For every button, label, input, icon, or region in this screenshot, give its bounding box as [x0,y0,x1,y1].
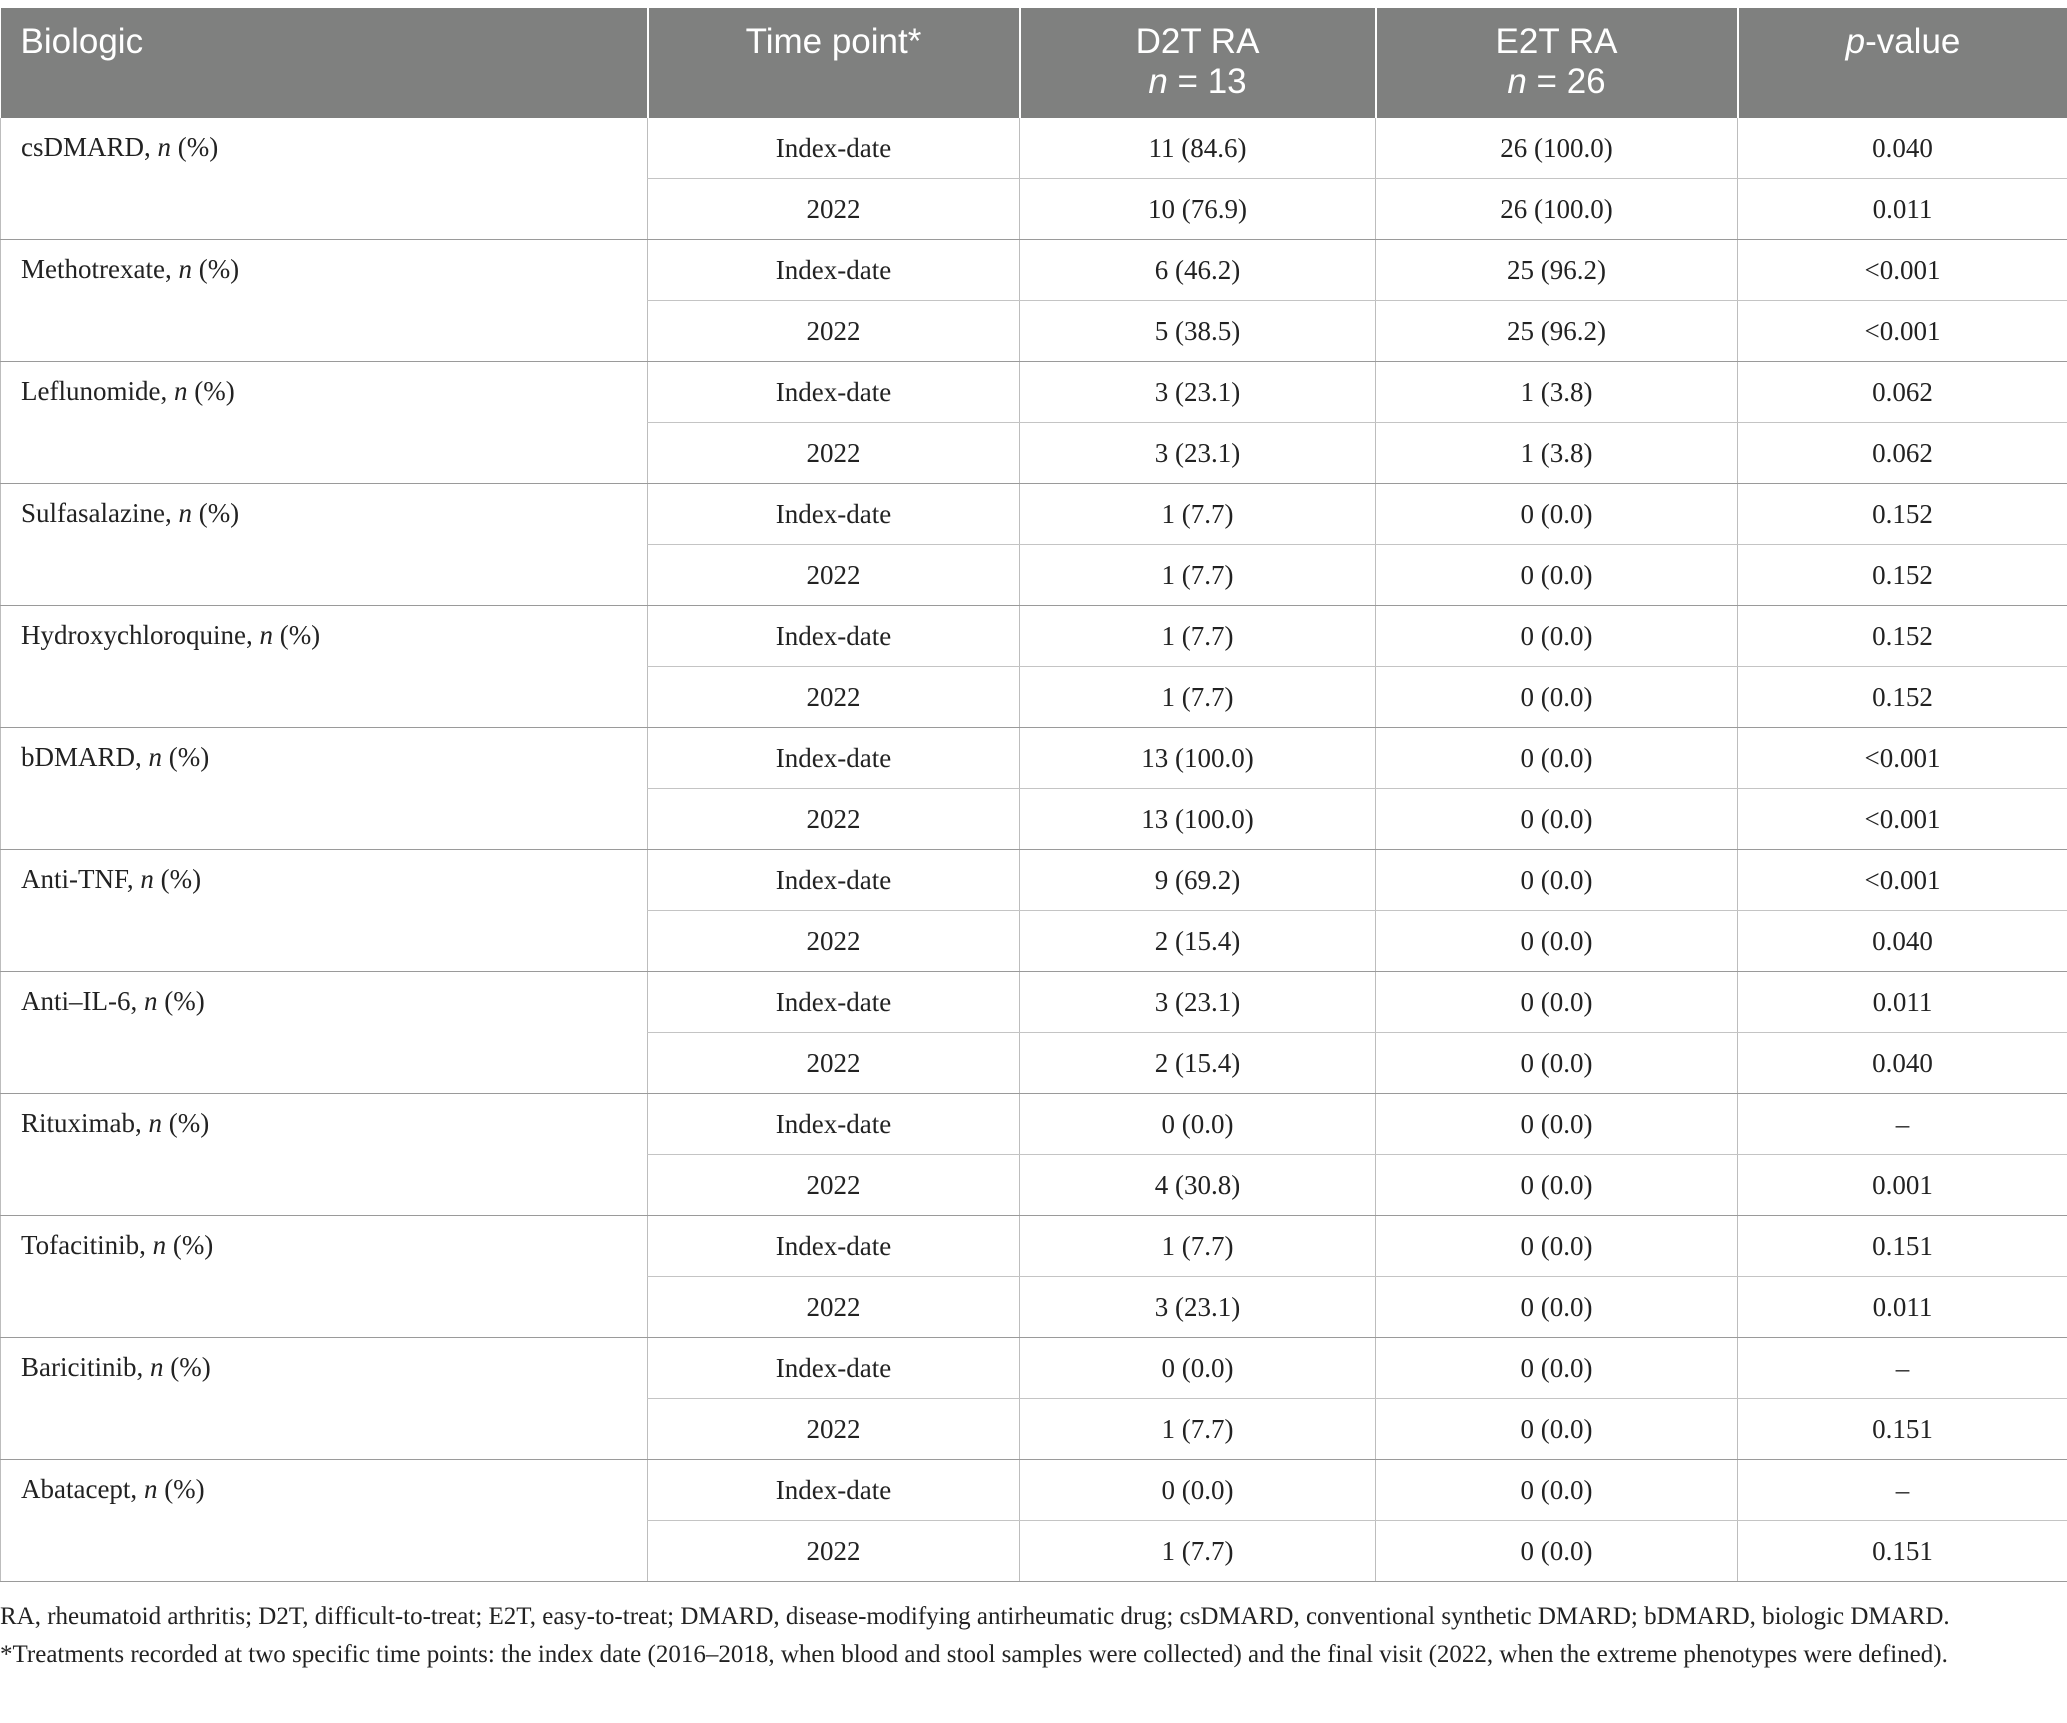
n-label: n [157,132,172,162]
drug-name: Anti-TNF, [21,864,141,894]
d2t-value-cell: 4 (30.8) [1020,1155,1376,1216]
drug-name-cell [1,1216,648,1338]
time-point-cell: 2022 [648,423,1020,484]
table-row [1,362,2067,423]
p-value-cell: 0.001 [1738,1155,2067,1216]
e2t-value-cell: 0 (0.0) [1376,728,1738,789]
e2t-value-cell: 0 (0.0) [1376,1399,1738,1460]
e2t-value-cell: 0 (0.0) [1376,1338,1738,1399]
n-label: n [149,1352,164,1382]
table-footnote: RA, rheumatoid arthritis; D2T, difficult-to-treat; E2T, easy-to-treat; DMARD, disease-modifying antirheumatic drug; csDMARD, conventional synthetic DMARD; bDMARD, biologic DMARD. *Treatments recorded at two specific time points: the index date (2016–2018, when blood and stool samples were collected) and the final visit (2022, when the extreme phenotypes were defined). [0,1603,1950,1668]
d2t-value-cell: 3 (23.1) [1020,362,1376,423]
time-point-cell: Index-date [648,606,1020,667]
p-value-cell: – [1738,1094,2067,1155]
drug-name-cell [1,850,648,972]
time-point-cell: Index-date [648,1338,1020,1399]
drug-name-cell [1,972,648,1094]
d2t-value-cell: 1 (7.7) [1020,667,1376,728]
e2t-value-cell: 0 (0.0) [1376,1094,1738,1155]
p-value-cell: <0.001 [1738,301,2067,362]
d2t-value-cell: 1 (7.7) [1020,545,1376,606]
d2t-value-cell: 1 (7.7) [1020,1216,1376,1277]
percent-suffix: (%) [153,864,202,894]
header-biologic: Biologic [1,8,648,118]
percent-suffix: (%) [191,498,240,528]
n-label: n [148,742,163,772]
d2t-value-cell: 3 (23.1) [1020,423,1376,484]
e2t-value-cell: 0 (0.0) [1376,911,1738,972]
table-row [1,118,2067,179]
p-value-cell: <0.001 [1738,240,2067,301]
drug-name: Anti–IL-6, [21,986,144,1016]
e2t-value-cell: 25 (96.2) [1376,240,1738,301]
drug-name-cell [1,1460,648,1582]
drug-name: bDMARD, [21,742,149,772]
e2t-value-cell: 0 (0.0) [1376,972,1738,1033]
header-time-point: Time point* [648,8,1020,118]
p-value-cell: <0.001 [1738,789,2067,850]
e2t-value-cell: 26 (100.0) [1376,179,1738,240]
drug-name: csDMARD, [21,132,158,162]
treatment-table [0,8,2067,1582]
table-row [1,972,2067,1033]
percent-suffix: (%) [163,1352,211,1382]
p-value-cell: 0.062 [1738,362,2067,423]
table-row [1,1094,2067,1155]
time-point-cell: 2022 [648,667,1020,728]
e2t-value-cell: 0 (0.0) [1376,1460,1738,1521]
d2t-value-cell: 2 (15.4) [1020,1033,1376,1094]
percent-suffix: (%) [157,986,205,1016]
drug-name-cell [1,1094,648,1216]
n-label: n [140,864,154,894]
p-value-cell: 0.040 [1738,118,2067,179]
table-row [1,1216,2067,1277]
n-label: n [178,498,192,528]
table-row [1,1460,2067,1521]
header-e2t-n-label: n [1507,62,1527,101]
percent-suffix: (%) [191,254,240,284]
percent-suffix: (%) [272,620,321,650]
p-value-cell: – [1738,1338,2067,1399]
header-p-rest: -value [1865,22,1961,61]
table-body [1,118,2067,1582]
time-point-cell: 2022 [648,1399,1020,1460]
header-d2t-name: D2T RA [1135,22,1260,61]
p-value-cell: 0.152 [1738,545,2067,606]
p-value-cell: 0.152 [1738,484,2067,545]
p-value-cell: 0.040 [1738,1033,2067,1094]
d2t-value-cell: 11 (84.6) [1020,118,1376,179]
percent-suffix: (%) [171,132,219,162]
d2t-value-cell: 13 (100.0) [1020,789,1376,850]
time-point-cell: Index-date [648,240,1020,301]
d2t-value-cell: 0 (0.0) [1020,1460,1376,1521]
drug-name: Baricitinib, [21,1352,150,1382]
p-value-cell: 0.151 [1738,1399,2067,1460]
p-value-cell: <0.001 [1738,850,2067,911]
time-point-cell: Index-date [648,728,1020,789]
p-value-cell: 0.011 [1738,1277,2067,1338]
table-row [1,850,2067,911]
table-row [1,728,2067,789]
percent-suffix: (%) [162,1108,210,1138]
drug-name-cell [1,606,648,728]
time-point-cell: 2022 [648,545,1020,606]
table-row [1,240,2067,301]
d2t-value-cell: 3 (23.1) [1020,1277,1376,1338]
time-point-cell: 2022 [648,1155,1020,1216]
header-e2t-n-value: = 26 [1526,62,1606,101]
d2t-value-cell: 0 (0.0) [1020,1338,1376,1399]
header-d2t [1020,8,1376,118]
d2t-value-cell: 6 (46.2) [1020,240,1376,301]
n-label: n [178,254,192,284]
e2t-value-cell: 0 (0.0) [1376,1155,1738,1216]
time-point-cell: 2022 [648,179,1020,240]
drug-name-cell [1,118,648,240]
e2t-value-cell: 25 (96.2) [1376,301,1738,362]
n-label: n [173,376,188,406]
time-point-cell: 2022 [648,911,1020,972]
e2t-value-cell: 0 (0.0) [1376,1033,1738,1094]
time-point-cell: Index-date [648,484,1020,545]
time-point-cell: Index-date [648,850,1020,911]
time-point-cell: Index-date [648,118,1020,179]
drug-name: Methotrexate, [21,254,179,284]
p-value-cell: 0.011 [1738,179,2067,240]
drug-name-cell [1,484,648,606]
drug-name-cell [1,240,648,362]
time-point-cell: 2022 [648,1033,1020,1094]
time-point-cell: Index-date [648,1216,1020,1277]
p-value-cell: 0.040 [1738,911,2067,972]
drug-name-cell [1,1338,648,1460]
p-value-cell: <0.001 [1738,728,2067,789]
table-row [1,606,2067,667]
d2t-value-cell: 1 (7.7) [1020,484,1376,545]
time-point-cell: 2022 [648,1521,1020,1582]
drug-name: Hydroxychloroquine, [21,620,260,650]
p-value-cell: 0.152 [1738,606,2067,667]
time-point-cell: 2022 [648,789,1020,850]
d2t-value-cell: 10 (76.9) [1020,179,1376,240]
p-value-cell: – [1738,1460,2067,1521]
e2t-value-cell: 0 (0.0) [1376,484,1738,545]
d2t-value-cell: 0 (0.0) [1020,1094,1376,1155]
header-e2t [1376,8,1738,118]
e2t-value-cell: 26 (100.0) [1376,118,1738,179]
n-label: n [152,1230,167,1260]
e2t-value-cell: 1 (3.8) [1376,362,1738,423]
header-d2t-n-value: = 13 [1167,62,1247,101]
e2t-value-cell: 0 (0.0) [1376,1521,1738,1582]
d2t-value-cell: 13 (100.0) [1020,728,1376,789]
e2t-value-cell: 0 (0.0) [1376,789,1738,850]
n-label: n [143,986,158,1016]
d2t-value-cell: 2 (15.4) [1020,911,1376,972]
p-value-cell: 0.151 [1738,1216,2067,1277]
p-value-cell: 0.151 [1738,1521,2067,1582]
d2t-value-cell: 3 (23.1) [1020,972,1376,1033]
drug-name: Abatacept, [21,1474,144,1504]
n-label: n [148,1108,162,1138]
time-point-cell: 2022 [648,301,1020,362]
percent-suffix: (%) [166,1230,214,1260]
d2t-value-cell: 9 (69.2) [1020,850,1376,911]
time-point-cell: Index-date [648,362,1020,423]
p-value-cell: 0.011 [1738,972,2067,1033]
table-header [1,8,2067,118]
header-p-italic: p [1845,22,1866,61]
header-e2t-name: E2T RA [1495,22,1618,61]
d2t-value-cell: 1 (7.7) [1020,606,1376,667]
d2t-value-cell: 1 (7.7) [1020,1399,1376,1460]
time-point-cell: Index-date [648,1460,1020,1521]
e2t-value-cell: 0 (0.0) [1376,1216,1738,1277]
e2t-value-cell: 0 (0.0) [1376,850,1738,911]
n-label: n [259,620,273,650]
e2t-value-cell: 0 (0.0) [1376,667,1738,728]
drug-name: Sulfasalazine, [21,498,179,528]
percent-suffix: (%) [157,1474,205,1504]
d2t-value-cell: 5 (38.5) [1020,301,1376,362]
time-point-cell: Index-date [648,1094,1020,1155]
e2t-value-cell: 0 (0.0) [1376,606,1738,667]
drug-name-cell [1,728,648,850]
table-row [1,1338,2067,1399]
e2t-value-cell: 0 (0.0) [1376,545,1738,606]
percent-suffix: (%) [187,376,235,406]
e2t-value-cell: 0 (0.0) [1376,1277,1738,1338]
drug-name-cell [1,362,648,484]
percent-suffix: (%) [162,742,210,772]
drug-name: Tofacitinib, [21,1230,153,1260]
header-p-value [1738,8,2067,118]
time-point-cell: Index-date [648,972,1020,1033]
e2t-value-cell: 1 (3.8) [1376,423,1738,484]
drug-name: Rituximab, [21,1108,149,1138]
time-point-cell: 2022 [648,1277,1020,1338]
drug-name: Leflunomide, [21,376,174,406]
p-value-cell: 0.152 [1738,667,2067,728]
header-d2t-n-label: n [1148,62,1168,101]
p-value-cell: 0.062 [1738,423,2067,484]
table-row [1,484,2067,545]
d2t-value-cell: 1 (7.7) [1020,1521,1376,1582]
n-label: n [143,1474,158,1504]
